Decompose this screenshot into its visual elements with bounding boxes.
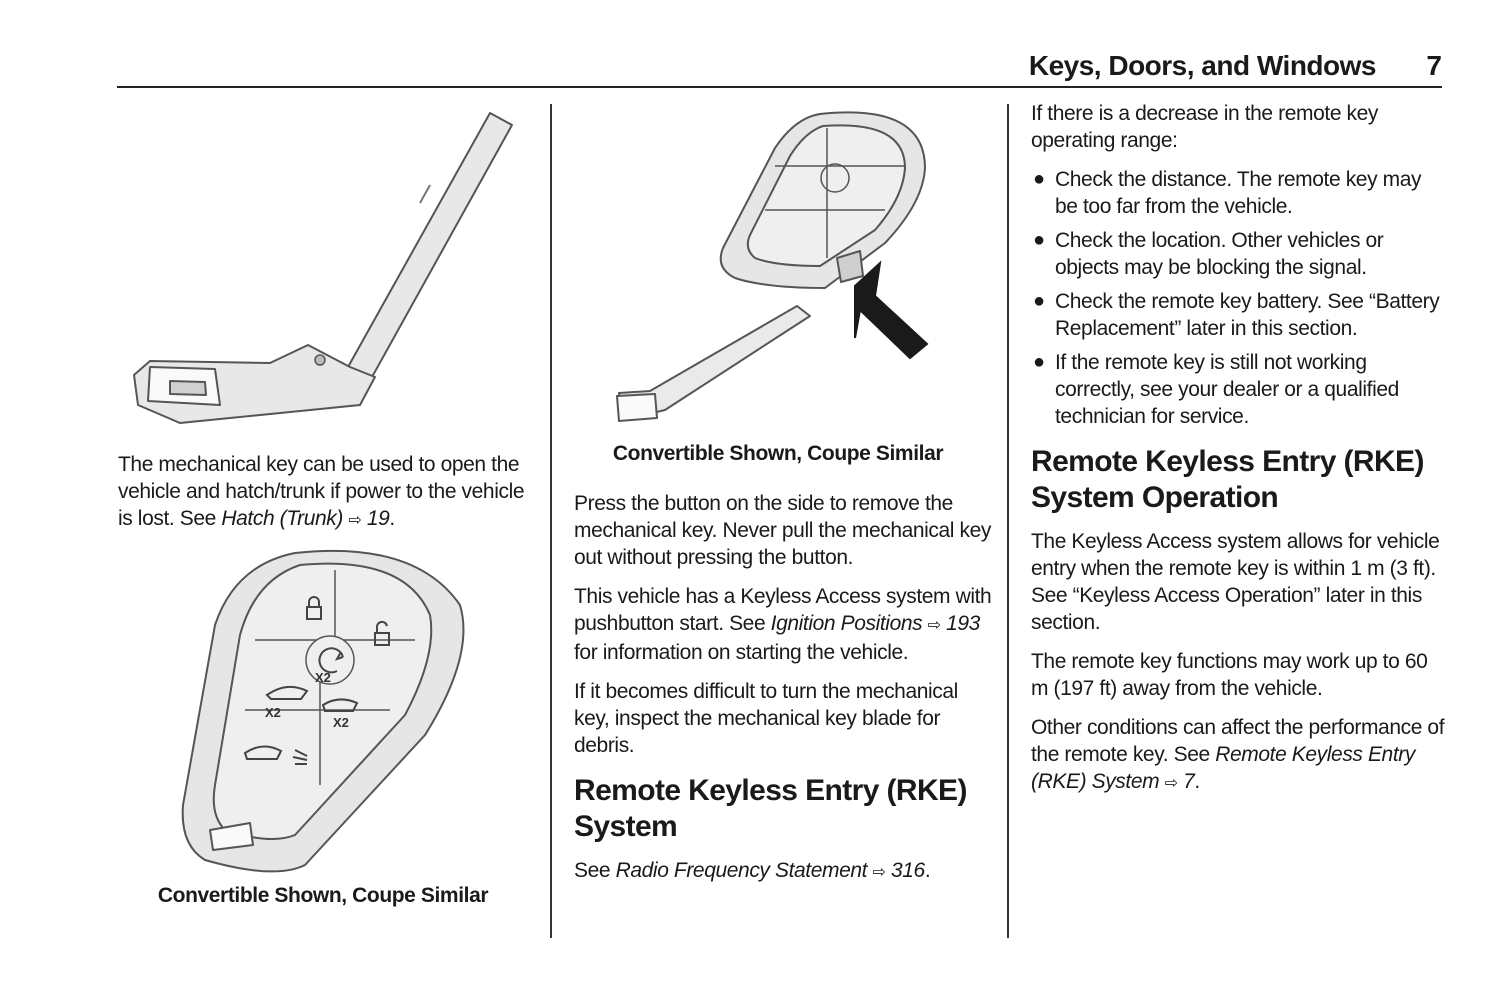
section-title: Keys, Doors, and Windows — [1028, 50, 1376, 81]
page-ref-7[interactable]: 7 — [1183, 770, 1195, 793]
hatch-trunk-link[interactable]: Hatch (Trunk) — [221, 507, 343, 530]
page-ref-193[interactable]: 193 — [946, 612, 980, 635]
punctuation: . — [1194, 770, 1200, 793]
punctuation: . — [389, 507, 395, 530]
list-item-text: Check the location. Other vehicles or objects may be blocking the signal. — [1055, 229, 1384, 279]
press-button-paragraph: Press the button on the side to remove the mechanical key. Never pull the mechanical key out without pressing the button. — [574, 492, 991, 569]
column-3-text — [1031, 100, 1446, 809]
mechanical-key-illustration — [120, 105, 530, 435]
paragraph-text: Other conditions can affect the performance of the remote key. See — [1031, 716, 1445, 766]
column-1-text — [118, 451, 538, 546]
bullet-icon: ● — [1033, 351, 1045, 373]
bullet-icon: ● — [1033, 290, 1045, 312]
keyless-access-paragraph — [574, 583, 994, 666]
list-item — [1031, 227, 1446, 281]
fob-remote-start-label: X2 — [315, 670, 331, 685]
list-item-text: Check the remote key battery. See “Battery Replacement” later in this section. — [1055, 290, 1440, 340]
paragraph-text: for information on starting the vehicle. — [574, 641, 909, 664]
ignition-positions-link[interactable]: Ignition Positions — [770, 612, 923, 635]
header-divider — [117, 86, 1442, 88]
paragraph-text: The mechanical key can be used to open the vehicle and hatch/trunk if power to the vehicle is lost. See — [118, 453, 525, 530]
list-item — [1031, 349, 1446, 430]
range-decrease-intro: If there is a decrease in the remote key operating range: — [1031, 102, 1379, 152]
page-ref-arrow-icon: ⇨ — [348, 512, 362, 529]
fob-key-removal-illustration — [605, 108, 955, 448]
range-checklist — [1031, 166, 1446, 430]
page-ref-19[interactable]: 19 — [366, 507, 390, 530]
page-number: 7 — [1426, 50, 1442, 81]
fob-caption-center: Convertible Shown, Coupe Similar — [612, 442, 944, 465]
function-range-paragraph: The remote key functions may work up to 60 m (197 ft) away from the vehicle. — [1031, 650, 1428, 700]
list-item — [1031, 166, 1446, 220]
rke-system-link[interactable]: Remote Keyless Entry (RKE) System — [1031, 743, 1415, 793]
fob-caption-left: Convertible Shown, Coupe Similar — [157, 884, 489, 907]
rke-see-paragraph — [574, 857, 994, 886]
paragraph-text: This vehicle has a Keyless Access system with pushbutton start. See — [574, 585, 992, 635]
punctuation: . — [924, 859, 931, 882]
paragraph-text: See — [574, 859, 616, 882]
column-2-text — [574, 490, 994, 898]
list-item-text: Check the distance. The remote key may be too far from the vehicle. — [1055, 168, 1422, 218]
remote-key-fob-illustration — [175, 545, 475, 880]
rke-system-heading: Remote Keyless Entry (RKE) System — [574, 774, 967, 843]
fob-convertible-top-label: X2 — [265, 705, 281, 720]
page-ref-arrow-icon: ⇨ — [1164, 775, 1178, 792]
page-ref-316[interactable]: 316 — [890, 859, 925, 882]
page-ref-arrow-icon: ⇨ — [927, 617, 941, 634]
column-divider-1 — [550, 104, 552, 938]
page-ref-arrow-icon: ⇨ — [872, 864, 886, 881]
column-divider-2 — [1007, 104, 1009, 938]
keyless-access-range-paragraph: The Keyless Access system allows for vehicle entry when the remote key is within 1 m (3 ft). See “Keyless Access Operation” later in this section. — [1031, 530, 1440, 634]
mechanical-key-paragraph — [118, 451, 538, 534]
radio-frequency-link[interactable]: Radio Frequency Statement — [615, 859, 868, 882]
bullet-icon: ● — [1033, 229, 1045, 251]
rke-operation-heading: Remote Keyless Entry (RKE) System Operation — [1031, 445, 1424, 514]
bullet-icon: ● — [1033, 168, 1045, 190]
list-item — [1031, 288, 1446, 342]
mechanical-key-debris-paragraph: If it becomes difficult to turn the mechanical key, inspect the mechanical key blade for debris. — [574, 680, 958, 757]
list-item-text: If the remote key is still not working correctly, see your dealer or a qualified technician for service. — [1055, 351, 1399, 428]
other-conditions-paragraph — [1031, 714, 1446, 797]
fob-window-label: X2 — [333, 715, 349, 730]
